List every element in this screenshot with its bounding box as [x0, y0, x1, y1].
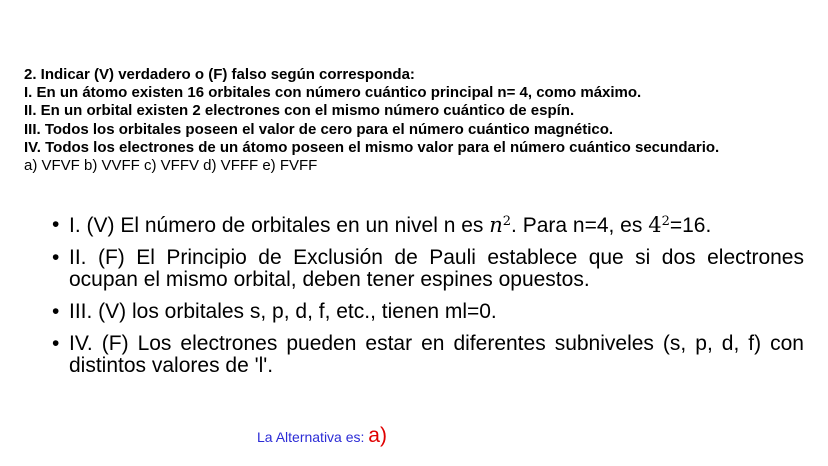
question-title: 2. Indicar (V) verdadero o (F) falso según corresponda:: [24, 66, 415, 83]
math-four: 4: [648, 213, 662, 237]
statement-4: IV. Todos los electrones de un átomo poseen el mismo valor para el número cuántico secundario.: [24, 138, 720, 156]
answer-item-4-text: IV. (F) Los electrones pueden estar en diferentes subniveles (s, p, d, f) con distintos valores de 'l'.: [69, 332, 804, 377]
bullet-icon: •: [52, 246, 60, 269]
statement-3: III. Todos los orbitales poseen el valor de cero para el número cuántico magnético.: [24, 120, 614, 138]
math-four-exponent: 2: [661, 213, 670, 229]
answer-item-1-middle: . Para n=4, es: [511, 214, 649, 237]
statement-2: II. En un orbital existen 2 electrones con el mismo número cuántico de espín.: [24, 102, 575, 120]
final-answer-label: La Alternativa es:: [257, 429, 369, 445]
answer-list: [52, 214, 804, 387]
bullet-icon: •: [52, 300, 60, 323]
answer-item-1-suffix: =16.: [669, 214, 712, 237]
final-answer: [257, 424, 387, 448]
answer-item-3-text: III. (V) los orbitales s, p, d, f, etc., tienen ml=0.: [69, 300, 497, 323]
bullet-icon: •: [52, 213, 60, 236]
statement-1: I. En un átomo existen 16 orbitales con número cuántico principal n= 4, como máximo.: [24, 84, 642, 102]
math-n: n: [489, 213, 503, 237]
final-answer-value: a): [368, 424, 387, 447]
answer-item-4: [52, 333, 804, 377]
question-block: [24, 66, 814, 175]
answer-options: a) VFVF b) VVFF c) VFFV d) VFFF e) FVFF: [24, 157, 318, 175]
answer-item-1-prefix: I. (V) El número de orbitales en un nivel n es: [69, 214, 490, 237]
bullet-icon: •: [52, 332, 60, 355]
answer-item-2: [52, 247, 804, 291]
math-n-exponent: 2: [502, 213, 512, 229]
answer-item-1: [52, 214, 804, 237]
answer-item-2-text: II. (F) El Principio de Exclusión de Pauli establece que si dos electrones ocupan el mismo orbital, deben tener espines opuestos.: [69, 246, 804, 291]
answer-item-3: [52, 301, 804, 323]
